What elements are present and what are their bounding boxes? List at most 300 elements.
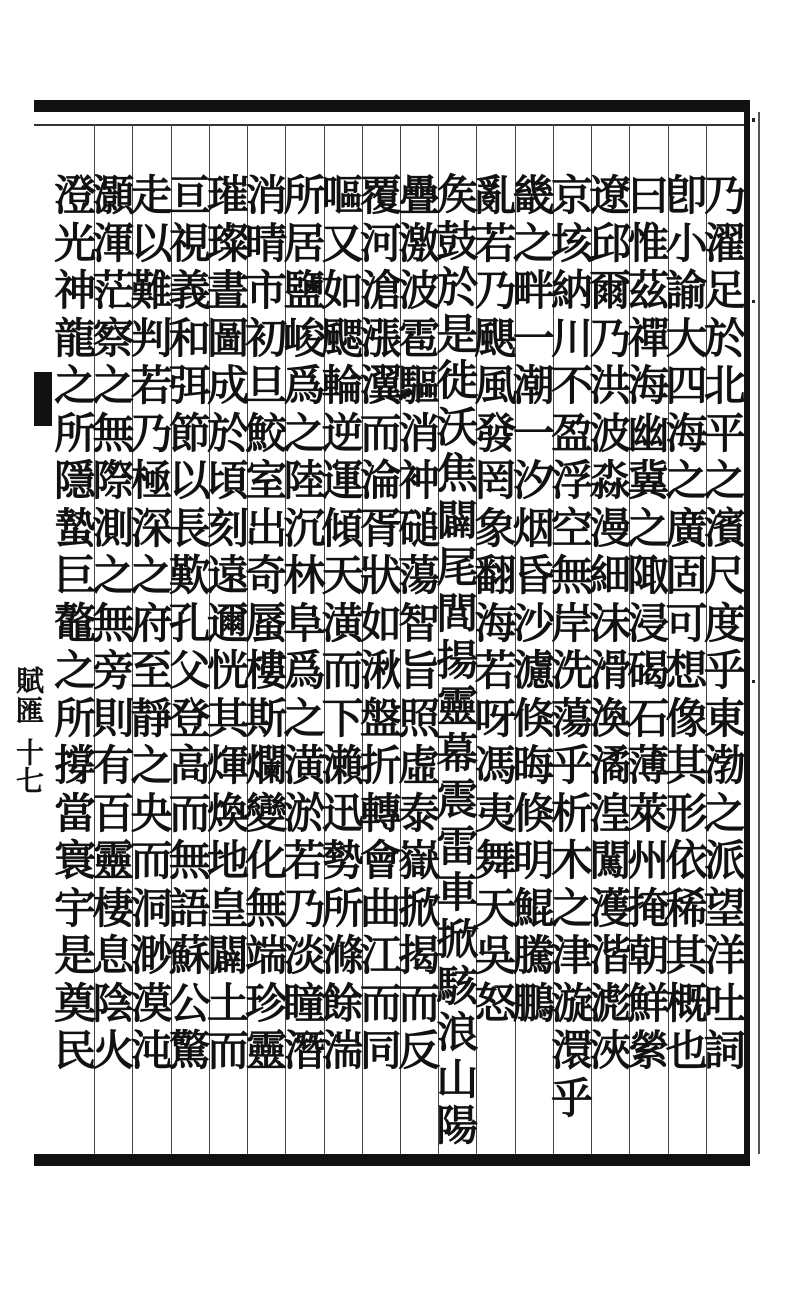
glyph: 舞	[474, 836, 517, 885]
glyph: 勢	[321, 836, 364, 885]
glyph: 海	[474, 598, 517, 648]
glyph: 則	[92, 693, 135, 743]
glyph: 鯤	[512, 883, 555, 933]
glyph: 轉	[359, 788, 402, 838]
glyph: 細	[589, 551, 632, 600]
glyph: 深	[130, 503, 173, 553]
glyph: 沃	[436, 402, 479, 452]
glyph: 皇	[206, 883, 249, 933]
glyph: 斯	[245, 693, 288, 743]
glyph: 衶	[398, 456, 441, 505]
glyph: 若	[474, 218, 517, 268]
glyph: 茲	[627, 266, 670, 315]
glyph: 望	[703, 883, 746, 933]
glyph: 天	[321, 551, 364, 600]
glyph: 蕩	[398, 551, 441, 600]
glyph: 旦	[245, 361, 288, 410]
glyph: 蘇	[168, 931, 211, 980]
glyph: 鹽	[283, 266, 326, 315]
glyph: 惟	[627, 218, 670, 268]
glyph: 央	[130, 788, 173, 838]
glyph: 陰	[92, 978, 135, 1028]
glyph: 遼	[589, 171, 632, 220]
glyph: 漲	[359, 313, 402, 363]
glyph: 鮫	[245, 408, 288, 458]
glyph: 其	[665, 931, 708, 980]
glyph: 稀	[665, 883, 708, 933]
glyph: 煥	[206, 788, 249, 838]
glyph: 之	[283, 693, 326, 743]
glyph: 其	[665, 741, 708, 790]
glyph: 之	[54, 361, 97, 410]
glyph: 幽	[627, 408, 670, 458]
glyph: 隱	[54, 456, 97, 505]
glyph: 海	[627, 361, 670, 410]
glyph: 餘	[321, 978, 364, 1028]
glyph: 尺	[703, 551, 746, 600]
glyph: 消	[245, 171, 288, 220]
glyph: 市	[245, 266, 288, 315]
glyph: 歎	[168, 551, 211, 600]
glyph: 湫	[359, 646, 402, 695]
glyph: 瀷	[359, 361, 402, 410]
glyph: 乃	[589, 313, 632, 363]
glyph: 宇	[54, 883, 97, 933]
glyph: 棲	[92, 883, 135, 933]
glyph: 之	[627, 503, 670, 553]
glyph: 之	[512, 218, 555, 268]
glyph: 乃	[703, 171, 746, 220]
glyph: 泰	[398, 788, 441, 838]
glyph: 闢	[436, 495, 479, 545]
glyph: 澄	[54, 171, 97, 220]
glyph: 石	[627, 693, 670, 743]
glyph: 矦	[436, 170, 479, 219]
glyph: 走	[130, 171, 173, 220]
glyph: 汐	[512, 456, 555, 505]
glyph: 至	[130, 646, 173, 695]
top-border-rule	[34, 100, 750, 112]
glyph: 珍	[245, 978, 288, 1028]
glyph: 疊	[398, 171, 441, 220]
glyph: 浹	[589, 1026, 632, 1075]
glyph: 派	[703, 836, 746, 885]
glyph: 畔	[512, 266, 555, 315]
glyph: 虛	[398, 741, 441, 790]
glyph: 傾	[321, 503, 364, 553]
glyph: 靈	[436, 682, 479, 732]
glyph: 闢	[206, 931, 249, 980]
glyph: 語	[168, 883, 211, 933]
glyph: 鵬	[512, 978, 555, 1028]
glyph: 晦	[512, 741, 555, 790]
glyph: 迅	[321, 788, 364, 838]
glyph: 焦	[436, 449, 479, 499]
glyph: 無	[550, 551, 593, 600]
glyph: 州	[627, 836, 670, 885]
glyph: 無	[92, 408, 135, 458]
glyph: 鮮	[627, 978, 670, 1028]
glyph: 刻	[206, 503, 249, 553]
glyph: 茫	[92, 266, 135, 315]
text-column	[42, 172, 108, 1075]
glyph: 罔	[474, 456, 517, 505]
glyph: 波	[589, 408, 632, 458]
glyph: 智	[398, 598, 441, 648]
glyph: 圖	[206, 313, 249, 363]
glyph: 海	[665, 408, 708, 458]
glyph: 渙	[589, 693, 632, 743]
glyph: 折	[359, 741, 402, 790]
glyph: 夷	[474, 788, 517, 838]
glyph: 磓	[398, 503, 441, 553]
glyph: 登	[168, 693, 211, 743]
glyph: 湝	[589, 931, 632, 980]
glyph: 之	[130, 741, 173, 790]
glyph: 之	[92, 361, 135, 410]
glyph: 津	[550, 931, 593, 980]
glyph: 縈	[627, 1026, 670, 1075]
glyph: 百	[92, 788, 135, 838]
glyph: 乎	[550, 741, 593, 790]
glyph: 邇	[206, 598, 249, 648]
glyph: 滑	[589, 646, 632, 695]
glyph: 陽	[436, 1101, 479, 1151]
glyph: 難	[130, 266, 173, 315]
glyph: 靜	[130, 693, 173, 743]
glyph: 闖	[589, 836, 632, 885]
glyph: 息	[92, 931, 135, 980]
glyph: 府	[130, 598, 173, 648]
glyph: 京	[550, 171, 593, 220]
glyph: 天	[474, 883, 517, 933]
glyph: 旨	[398, 646, 441, 695]
glyph: 之	[550, 883, 593, 933]
glyph: 亘	[168, 171, 211, 220]
glyph: 當	[54, 788, 97, 838]
glyph: 林	[283, 551, 326, 600]
glyph: 江	[359, 931, 402, 980]
glyph: 蜃	[245, 598, 288, 648]
glyph: 風	[474, 361, 517, 410]
glyph: 像	[665, 693, 708, 743]
glyph: 察	[92, 313, 135, 363]
glyph: 初	[245, 313, 288, 363]
glyph: 而	[398, 978, 441, 1028]
glyph: 璀	[206, 171, 249, 220]
glyph: 撐	[54, 741, 97, 790]
glyph: 濾	[512, 646, 555, 695]
glyph: 吐	[703, 978, 746, 1028]
glyph: 旁	[92, 646, 135, 695]
glyph: 乃	[474, 266, 517, 315]
glyph: 也	[665, 1026, 708, 1075]
glyph: 畿	[512, 171, 555, 220]
glyph: 以	[168, 456, 211, 505]
glyph: 瀨	[321, 741, 364, 790]
glyph: 而	[130, 836, 173, 885]
glyph: 之	[283, 408, 326, 458]
glyph: 若	[130, 361, 173, 410]
glyph: 反	[398, 1026, 441, 1075]
glyph: 而	[359, 408, 402, 458]
glyph: 民	[54, 1026, 97, 1075]
glyph: 沉	[283, 503, 326, 553]
glyph: 徙	[436, 356, 479, 406]
glyph: 洞	[130, 883, 173, 933]
gutter-title: 賦匯	[12, 666, 45, 726]
glyph: 形	[665, 788, 708, 838]
glyph: 倏	[512, 788, 555, 838]
glyph: 寰	[54, 836, 97, 885]
glyph: 巨	[54, 551, 97, 600]
glyph: 爾	[589, 266, 632, 315]
glyph: 驚	[168, 1026, 211, 1075]
glyph: 煇	[206, 741, 249, 790]
right-outer-rule	[758, 112, 760, 1154]
glyph: 禪	[627, 313, 670, 363]
glyph: 若	[474, 646, 517, 695]
glyph: 陬	[627, 551, 670, 600]
glyph: 不	[550, 361, 593, 410]
glyph: 嘔	[321, 171, 364, 220]
glyph: 四	[665, 361, 708, 410]
glyph: 如	[359, 598, 402, 648]
glyph: 析	[550, 788, 593, 838]
glyph: 陸	[283, 456, 326, 505]
inner-top-rule	[34, 124, 744, 126]
glyph: 沌	[130, 1026, 173, 1075]
glyph: 翻	[474, 551, 517, 600]
glyph: 孔	[168, 598, 211, 648]
glyph: 測	[92, 503, 135, 553]
glyph: 於	[436, 263, 479, 313]
glyph: 尾	[436, 542, 479, 592]
glyph: 同	[359, 1026, 402, 1075]
glyph: 乎	[703, 646, 746, 695]
glyph: 其	[206, 693, 249, 743]
glyph: 東	[703, 693, 746, 743]
glyph: 震	[436, 775, 479, 825]
glyph: 薄	[627, 741, 670, 790]
glyph: 亂	[474, 171, 517, 220]
glyph: 岸	[550, 598, 593, 648]
glyph: 發	[474, 408, 517, 458]
glyph: 居	[283, 218, 326, 268]
glyph: 洪	[589, 361, 632, 410]
glyph: 無	[92, 598, 135, 648]
glyph: 璨	[206, 218, 249, 268]
glyph: 輪	[321, 361, 364, 410]
glyph: 掩	[627, 883, 670, 933]
glyph: 照	[398, 693, 441, 743]
glyph: 一	[512, 313, 555, 363]
glyph: 若	[283, 836, 326, 885]
glyph: 而	[321, 646, 364, 695]
glyph: 長	[168, 503, 211, 553]
glyph: 之	[703, 788, 746, 838]
glyph: 之	[665, 456, 708, 505]
glyph: 諭	[665, 266, 708, 315]
bottom-border-rule	[34, 1154, 750, 1166]
glyph: 盈	[550, 408, 593, 458]
glyph: 波	[398, 266, 441, 315]
glyph: 之	[130, 551, 173, 600]
glyph: 鼇	[54, 598, 97, 648]
glyph: 晴	[245, 218, 288, 268]
glyph: 一	[512, 408, 555, 458]
glyph: 恍	[206, 646, 249, 695]
glyph: 淼	[589, 456, 632, 505]
glyph: 掀	[398, 883, 441, 933]
glyph: 閭	[436, 589, 479, 639]
glyph: 乃	[283, 883, 326, 933]
glyph: 空	[550, 503, 593, 553]
gutter-page-number: 十七	[12, 738, 45, 794]
glyph: 有	[92, 741, 135, 790]
glyph: 渤	[703, 741, 746, 790]
glyph: 象	[474, 503, 517, 553]
glyph: 呀	[474, 693, 517, 743]
glyph: 奠	[54, 978, 97, 1028]
glyph: 漠	[130, 978, 173, 1028]
glyph: 激	[398, 218, 441, 268]
glyph: 地	[206, 836, 249, 885]
glyph: 漫	[589, 503, 632, 553]
glyph: 揭	[398, 931, 441, 980]
glyph: 乎	[550, 1073, 593, 1123]
glyph: 垓	[550, 218, 593, 268]
glyph: 澴	[550, 1026, 593, 1075]
glyph: 覆	[359, 171, 402, 220]
glyph: 晝	[206, 266, 249, 315]
glyph: 下	[321, 693, 364, 743]
glyph: 變	[245, 788, 288, 838]
glyph: 和	[168, 313, 211, 363]
glyph: 阜	[283, 598, 326, 648]
glyph: 昏	[512, 551, 555, 600]
glyph: 極	[130, 456, 173, 505]
glyph: 高	[168, 741, 211, 790]
glyph: 倏	[512, 693, 555, 743]
glyph: 光	[54, 218, 97, 268]
glyph: 平	[703, 408, 746, 458]
glyph: 渾	[92, 218, 135, 268]
glyph: 以	[130, 218, 173, 268]
glyph: 出	[245, 503, 288, 553]
glyph: 沫	[589, 598, 632, 648]
glyph: 車	[436, 868, 479, 918]
glyph: 樓	[245, 646, 288, 695]
glyph: 濩	[589, 883, 632, 933]
glyph: 消	[398, 408, 441, 458]
glyph: 浪	[436, 1008, 479, 1058]
glyph: 奇	[245, 551, 288, 600]
glyph: 潢	[283, 741, 326, 790]
glyph: 潮	[512, 361, 555, 410]
glyph: 無	[245, 883, 288, 933]
glyph: 之	[92, 551, 135, 600]
glyph: 淪	[359, 456, 402, 505]
glyph: 判	[130, 313, 173, 363]
glyph: 颸	[321, 313, 364, 363]
glyph: 滌	[321, 931, 364, 980]
glyph: 蕩	[550, 693, 593, 743]
glyph: 於	[206, 408, 249, 458]
glyph: 湍	[321, 1026, 364, 1075]
glyph: 龍	[54, 313, 97, 363]
glyph: 渺	[130, 931, 173, 980]
glyph: 冀	[627, 456, 670, 505]
glyph: 洋	[703, 931, 746, 980]
glyph: 公	[168, 978, 211, 1028]
glyph: 而	[206, 1026, 249, 1075]
glyph: 想	[665, 646, 708, 695]
glyph: 所	[54, 693, 97, 743]
glyph: 潢	[321, 598, 364, 648]
glyph: 而	[359, 978, 402, 1028]
glyph: 弭	[168, 361, 211, 410]
glyph: 固	[665, 551, 708, 600]
glyph: 濱	[703, 503, 746, 553]
glyph: 朝	[627, 931, 670, 980]
glyph: 土	[206, 978, 249, 1028]
glyph: 爲	[283, 361, 326, 410]
ink-speck	[752, 118, 755, 122]
glyph: 靈	[245, 1026, 288, 1075]
glyph: 雷	[436, 821, 479, 871]
glyph: 蟄	[54, 503, 97, 553]
glyph: 室	[245, 456, 288, 505]
glyph: 是	[436, 309, 479, 359]
glyph: 曲	[359, 883, 402, 933]
glyph: 於	[703, 313, 746, 363]
glyph: 怒	[474, 978, 517, 1028]
glyph: 乃	[130, 408, 173, 458]
glyph: 嶽	[398, 836, 441, 885]
glyph: 峻	[283, 313, 326, 363]
glyph: 川	[550, 313, 593, 363]
glyph: 灝	[92, 171, 135, 220]
glyph: 滮	[589, 978, 632, 1028]
glyph: 會	[359, 836, 402, 885]
glyph: 依	[665, 836, 708, 885]
glyph: 萊	[627, 788, 670, 838]
glyph: 詞	[703, 1026, 746, 1075]
glyph: 卽	[665, 171, 708, 220]
glyph: 無	[168, 836, 211, 885]
glyph: 烟	[512, 503, 555, 553]
glyph: 廣	[665, 503, 708, 553]
glyph: 淡	[283, 931, 326, 980]
glyph: 火	[92, 1026, 135, 1075]
glyph: 揚	[436, 635, 479, 685]
glyph: 駭	[436, 961, 479, 1011]
glyph: 沙	[512, 598, 555, 648]
glyph: 狀	[359, 551, 402, 600]
glyph: 遠	[206, 551, 249, 600]
glyph: 明	[512, 836, 555, 885]
glyph: 頃	[206, 456, 249, 505]
glyph: 淤	[283, 788, 326, 838]
glyph: 可	[665, 598, 708, 648]
glyph: 而	[168, 788, 211, 838]
glyph: 木	[550, 836, 593, 885]
glyph: 胥	[359, 503, 402, 553]
glyph: 潏	[589, 741, 632, 790]
glyph: 邱	[589, 218, 632, 268]
glyph: 納	[550, 266, 593, 315]
